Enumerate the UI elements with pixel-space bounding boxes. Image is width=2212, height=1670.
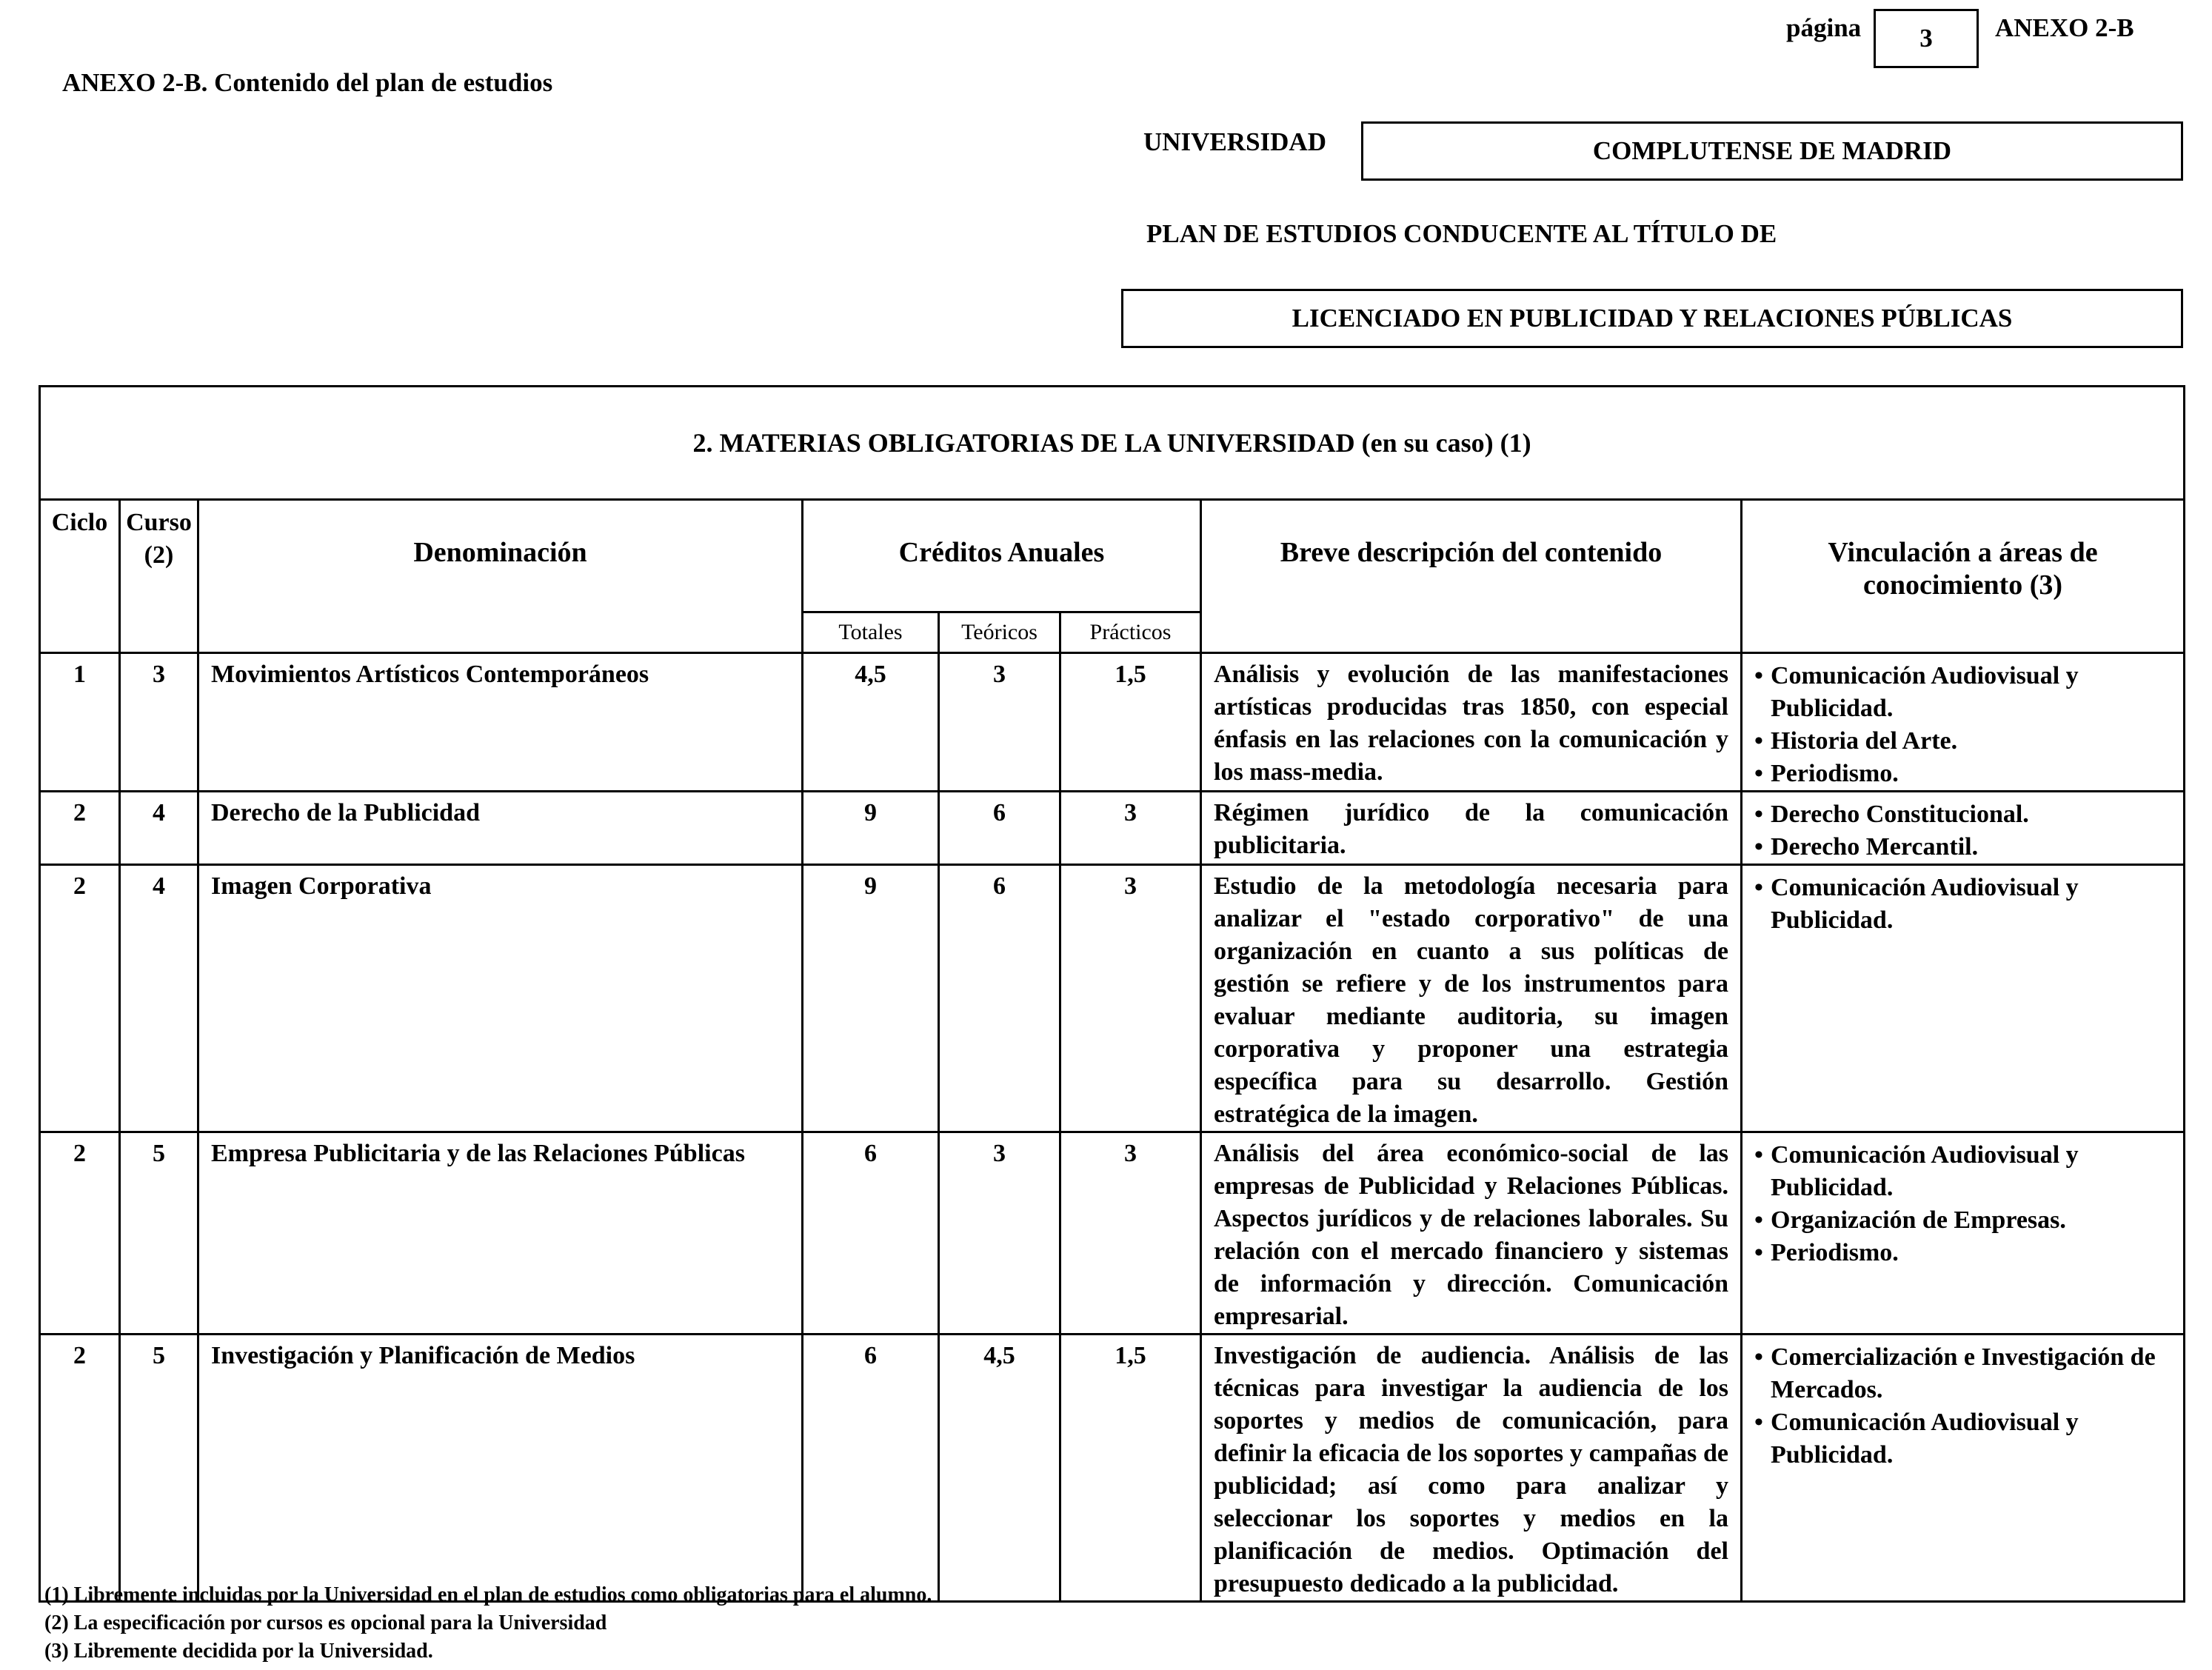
subject-name: Investigación y Planificación de Medios [198,1335,803,1602]
table-row [40,1132,2185,1335]
table-row [40,792,2185,865]
col-totales-header: Totales [803,612,939,653]
credits-theory: 6 [939,792,1060,865]
subject-description: Régimen jurídico de la comunicación publicitaria. [1201,792,1742,865]
table-title: 2. MATERIAS OBLIGATORIAS DE LA UNIVERSIDAD (en su caso) (1) [40,387,2185,500]
subjects-table [39,385,2185,1603]
credits-practice: 3 [1060,1132,1201,1335]
curso-cell: 5 [120,1132,198,1335]
credits-theory: 6 [939,865,1060,1132]
page-label: página [1786,13,1862,42]
table-row [40,653,2185,792]
credits-total: 9 [803,792,939,865]
credits-practice: 1,5 [1060,1335,1201,1602]
credits-theory: 3 [939,653,1060,792]
subject-name: Derecho de la Publicidad [198,792,803,865]
footnote-3: (3) Libremente decidida por la Universidad. [44,1640,433,1663]
ciclo-cell: 2 [40,1335,120,1602]
ciclo-cell: 2 [40,792,120,865]
credits-total: 9 [803,865,939,1132]
curso-cell: 5 [120,1335,198,1602]
university-name: COMPLUTENSE DE MADRID [1592,136,1952,165]
plan-label: PLAN DE ESTUDIOS CONDUCENTE AL TÍTULO DE [1146,219,1777,248]
area-item: • Comunicación Audiovisual y Publicidad. [1754,1139,2176,1204]
area-item: • Comunicación Audiovisual y Publicidad. [1754,660,2176,725]
col-denominacion-header: Denominación [198,500,803,653]
credits-total: 6 [803,1335,939,1602]
area-item: • Comercialización e Investigación de Mercados. [1754,1341,2176,1406]
area-item: • Comunicación Audiovisual y Publicidad. [1754,872,2176,937]
credits-theory: 4,5 [939,1335,1060,1602]
col-descripcion-header: Breve descripción del contenido [1201,500,1742,653]
area-item: • Periodismo. [1754,758,2176,790]
subject-description: Estudio de la metodología necesaria para analizar el "estado corporativo" de una organización en cuanto a sus políticas de gestión se refiere y de los instrumentos para evaluar mediante auditoria, su imagen corporativa y proponer una estrategia específica para su desarrollo. Gestión estratégica de la imagen. [1201,865,1742,1132]
knowledge-areas [1742,1132,2185,1335]
annex-code: ANEXO 2-B [1995,13,2134,42]
area-item: • Historia del Arte. [1754,725,2176,758]
subject-name: Empresa Publicitaria y de las Relaciones Públicas [198,1132,803,1335]
knowledge-areas [1742,792,2185,865]
col-curso-label: Curso [126,509,192,536]
degree-title: LICENCIADO EN PUBLICIDAD Y RELACIONES PÚBLICAS [1292,304,2013,333]
area-item: • Periodismo. [1754,1237,2176,1269]
footnote-1: (1) Libremente incluidas por la Universidad en el plan de estudios como obligatorias para el alumno. [44,1583,932,1606]
ciclo-cell: 2 [40,1132,120,1335]
col-curso-note: (2) [144,541,174,569]
table-row [40,1335,2185,1602]
credits-practice: 3 [1060,865,1201,1132]
credits-total: 4,5 [803,653,939,792]
subject-description: Investigación de audiencia. Análisis de las técnicas para investigar la audiencia de los soportes y medios de comunicación, para definir la eficacia de los soportes y campañas de publicidad; así como para analizar y seleccionar los soportes y medios en la planificación de medios. Optimación del presupuesto dedicado a la publicidad. [1201,1335,1742,1602]
col-practicos-header: Prácticos [1060,612,1201,653]
area-item: • Derecho Constitucional. [1754,798,2176,831]
area-item: • Derecho Mercantil. [1754,831,2176,864]
table-row [40,865,2185,1132]
subject-description: Análisis del área económico-social de las empresas de Publicidad y Relaciones Públicas. Aspectos jurídicos y de relaciones laborales. Su relación con el mercado financiero y sistemas de información y dirección. Comunicación empresarial. [1201,1132,1742,1335]
col-vinculacion-header: Vinculación a áreas de conocimiento (3) [1742,500,2185,653]
curso-cell: 3 [120,653,198,792]
credits-theory: 3 [939,1132,1060,1335]
ciclo-cell: 2 [40,865,120,1132]
col-teoricos-header: Teóricos [939,612,1060,653]
page-number: 3 [1919,24,1933,53]
ciclo-cell: 1 [40,653,120,792]
annex-title: ANEXO 2-B. Contenido del plan de estudios [62,68,553,97]
col-creditos-header: Créditos Anuales [803,500,1201,612]
credits-total: 6 [803,1132,939,1335]
footnote-2: (2) La especificación por cursos es opcional para la Universidad [44,1611,607,1634]
knowledge-areas [1742,653,2185,792]
curso-cell: 4 [120,865,198,1132]
area-item: • Organización de Empresas. [1754,1204,2176,1237]
university-label: UNIVERSIDAD [1143,127,1326,156]
page-number-box [1874,9,1979,68]
subject-description: Análisis y evolución de las manifestaciones artísticas producidas tras 1850, con especial énfasis en las relaciones con la comunicación y los mass-media. [1201,653,1742,792]
curso-cell: 4 [120,792,198,865]
knowledge-areas [1742,865,2185,1132]
knowledge-areas [1742,1335,2185,1602]
credits-practice: 3 [1060,792,1201,865]
col-curso-header [120,500,198,653]
subject-name: Imagen Corporativa [198,865,803,1132]
col-ciclo-header: Ciclo [40,500,120,653]
university-name-box [1361,121,2183,181]
credits-practice: 1,5 [1060,653,1201,792]
degree-title-box [1121,289,2183,348]
subject-name: Movimientos Artísticos Contemporáneos [198,653,803,792]
area-item: • Comunicación Audiovisual y Publicidad. [1754,1406,2176,1472]
